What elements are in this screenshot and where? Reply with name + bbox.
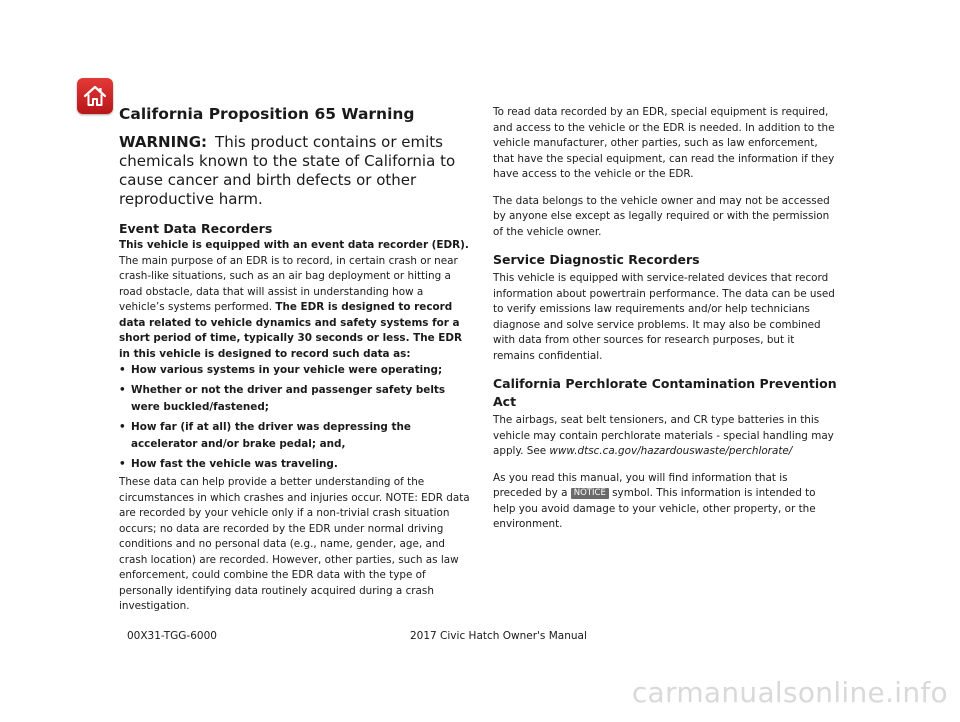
site-watermark: carmanualsonline.info — [631, 676, 948, 709]
home-button[interactable] — [77, 78, 113, 114]
sdr-heading: Service Diagnostic Recorders — [493, 252, 700, 267]
prop65-warning — [119, 133, 471, 209]
list-item: • How far (if at all) the driver was depressing the accelerator and/or brake pedal; and, — [119, 419, 471, 454]
warning-label: WARNING: — [119, 133, 208, 151]
notice-paragraph — [493, 471, 837, 533]
notice-text-before: As you read this manual, you will find information that is preceded by a — [493, 471, 788, 499]
perchlorate-text: The airbags, seat belt tensioners, and CR type batteries in this vehicle may contain perchlorate materials - special handling may apply. See — [493, 414, 834, 457]
list-item: • Whether or not the driver and passenger safety belts were buckled/fastened; — [119, 382, 471, 417]
perchlorate-link[interactable]: www.dtsc.ca.gov/hazardouswaste/perchlorate/ — [549, 445, 793, 457]
edr-heading: Event Data Recorders — [119, 221, 273, 236]
edr-bullet-list — [119, 362, 471, 473]
sdr-paragraph: This vehicle is equipped with service-related devices that record information about powertrain performance. The data can be used to verify emissions law requirements and/or help technicians diagnose and solve service problems. It may also be combined with data from other sources for research purposes, but it remains confidential. — [493, 272, 835, 362]
list-item: • How fast the vehicle was traveling. — [119, 456, 471, 474]
footer-doc-code: 00X31-TGG-6000 — [127, 630, 217, 642]
left-column — [119, 103, 471, 615]
edr-purpose: The main purpose of an EDR is to record, in certain crash or near crash-like situations, such as an air bag deployment or hitting a road obstacle, data that will assist in understanding how a vehicle’s systems performed. — [119, 254, 458, 313]
edr-designed: The EDR is designed to record data related to vehicle dynamics and safety systems for a short period of time, typically 30 seconds or less. The EDR in this vehicle is designed to record such data as: — [119, 301, 463, 360]
notice-badge: NOTICE — [571, 488, 609, 499]
warning-text: This product contains or emits chemicals known to the state of California to cause cancer and birth defects or other reproductive harm. — [119, 133, 456, 208]
perchlorate-heading: California Perchlorate Contamination Prevention Act — [493, 376, 837, 409]
notice-text-after: symbol. This information is intended to help you avoid damage to your vehicle, other property, or the environment. — [493, 487, 816, 530]
perchlorate-paragraph — [493, 413, 837, 460]
prop65-title: California Proposition 65 Warning — [119, 105, 415, 123]
edr-intro: This vehicle is equipped with an event data recorder (EDR). — [119, 239, 469, 251]
footer-manual-title: 2017 Civic Hatch Owner's Manual — [410, 630, 587, 642]
list-item: • How various systems in your vehicle were operating; — [119, 362, 471, 380]
edr-purpose-paragraph — [119, 254, 471, 363]
home-icon — [82, 83, 108, 109]
edr-closing: These data can help provide a better understanding of the circumstances in which crashes and injuries occur. NOTE: EDR data are recorded by your vehicle only if a non-trivial crash situation occurs; no data are recorded by the EDR under normal driving conditions and no personal data (e.g., name, gender, age, and crash location) are recorded. However, other parties, such as law enforcement, could combine the EDR data with the type of personally identifying data routinely acquired during a crash investigation. — [119, 476, 470, 612]
edr-read-paragraph: To read data recorded by an EDR, special equipment is required, and access to the vehicle or the EDR is needed. In addition to the vehicle manufacturer, other parties, such as law enforcement, that have the special equipment, can read the information if they have access to the vehicle or the EDR. — [493, 106, 835, 180]
edr-owner-paragraph: The data belongs to the vehicle owner and may not be accessed by anyone else except as legally required or with the permission of the vehicle owner. — [493, 194, 830, 238]
right-column — [493, 105, 837, 533]
